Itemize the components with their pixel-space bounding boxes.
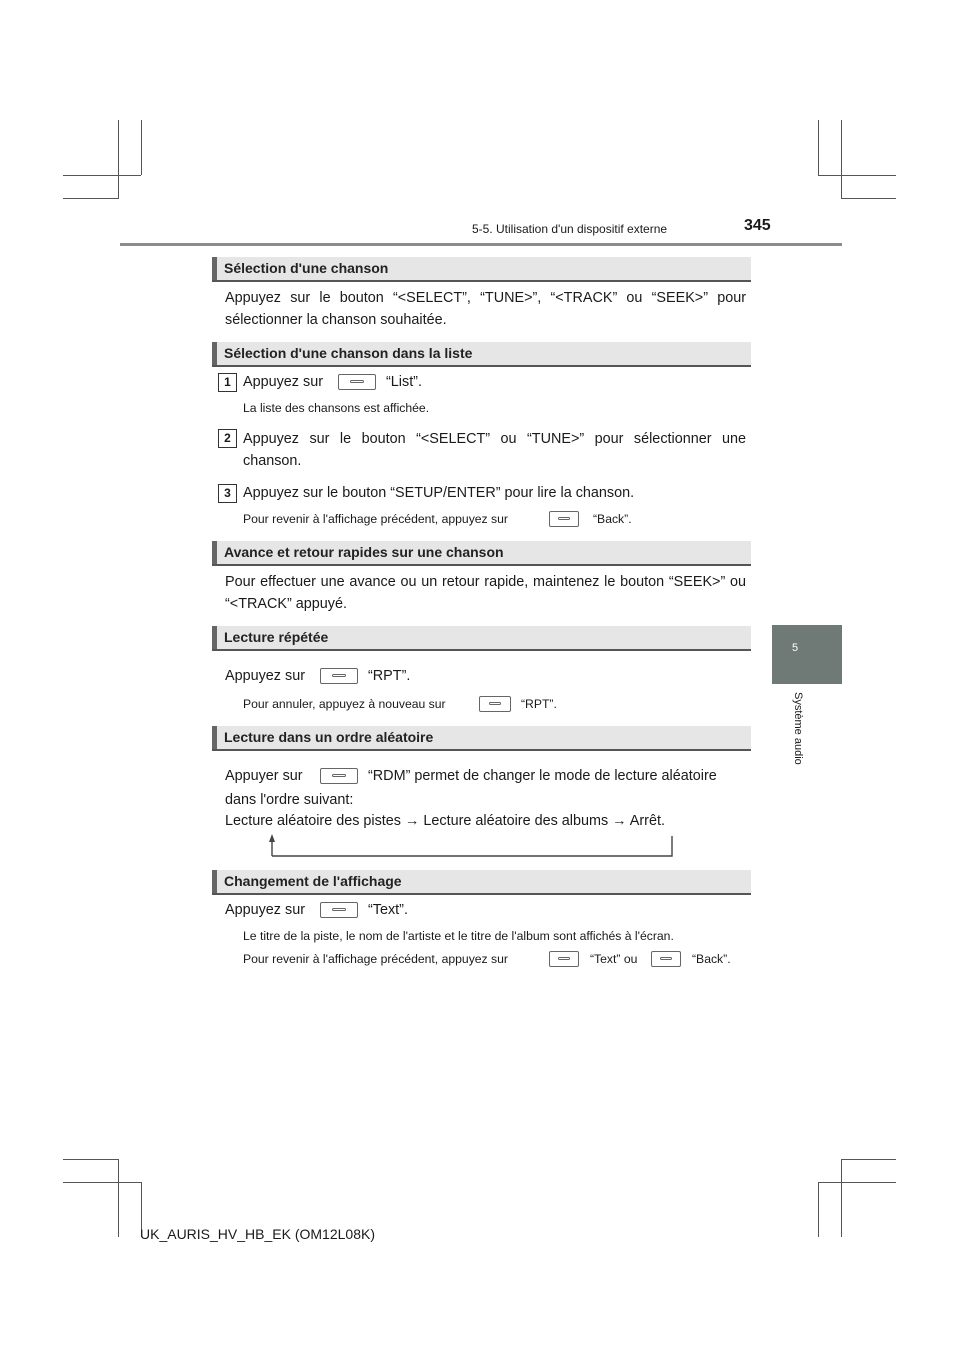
crop-mark [118,1159,119,1237]
step-text: Appuyez sur le bouton “SETUP/ENTER” pour lire la chanson. [243,485,635,501]
section-text-after: “RPT”. [368,668,411,684]
step-note-after: “Back”. [593,512,632,526]
crop-mark [841,1159,842,1237]
step-number: 3 [218,484,237,503]
loop-arrow-icon [266,834,676,860]
step-text-after: “List”. [386,374,422,390]
crop-mark [818,175,896,176]
screen-button-icon [320,668,358,684]
crop-mark [63,1159,119,1160]
step-note-before: Pour revenir à l'affichage précédent, appuyez sur [243,512,508,526]
chapter-tab [772,625,842,684]
section-text-before: Appuyez sur [225,668,305,684]
section-text-line2: dans l'ordre suivant: [225,792,354,808]
screen-button-icon [549,951,579,967]
crop-mark [141,120,142,175]
section-heading [212,541,751,566]
section-body: Pour effectuer une avance ou un retour rapide, maintenez le bouton “SEEK>” ou “<TRACK” appuyé. [225,574,746,612]
section-text-after: “Text”. [368,902,408,918]
section-note-after: “RPT”. [521,697,557,711]
page-number: 345 [744,217,771,234]
screen-button-icon [549,511,579,527]
section-note-before: Pour revenir à l'affichage précédent, appuyez sur [243,952,508,966]
section-heading [212,870,751,895]
section-heading [212,626,751,651]
section-title: Lecture dans un ordre aléatoire [224,729,434,745]
screen-button-icon [320,902,358,918]
section-text-line3: Lecture aléatoire des pistes → Lecture aléatoire des albums → Arrêt. [225,813,665,829]
crop-mark [118,120,119,198]
section-text-before: Appuyer sur [225,768,303,784]
crop-mark [841,198,896,199]
screen-button-icon [651,951,681,967]
section-title: Avance et retour rapides sur une chanson [224,544,504,560]
footer-document-code: UK_AURIS_HV_HB_EK (OM12L08K) [140,1226,375,1242]
crop-mark [818,1182,896,1183]
crop-mark [841,1159,896,1160]
section-title: Sélection d'une chanson [224,260,389,276]
section-note-mid: “Text” ou [590,952,638,966]
section-title: Lecture répétée [224,629,329,645]
screen-button-icon [320,768,358,784]
section-text-before: Appuyez sur [225,902,305,918]
section-note-before: Pour annuler, appuyez à nouveau sur [243,697,446,711]
crop-mark [63,198,119,199]
crop-mark [841,120,842,198]
step-note: La liste des chansons est affichée. [243,401,430,415]
step-text: Appuyez sur le bouton “<SELECT” ou “TUNE>” pour sélectionner une chanson. [243,431,746,469]
step-text-before: Appuyez sur [243,374,323,390]
section-title: Changement de l'affichage [224,873,402,889]
crop-mark [818,1182,819,1237]
crop-mark [818,120,819,175]
crop-mark [63,1182,141,1183]
step-number: 1 [218,373,237,392]
section-title: Sélection d'une chanson dans la liste [224,345,473,361]
header-section-title: 5-5. Utilisation d'un dispositif externe [472,222,668,236]
step-number: 2 [218,429,237,448]
crop-mark [63,175,141,176]
section-heading [212,257,751,282]
section-heading [212,342,751,367]
section-text-after: “RDM” permet de changer le mode de lecture aléatoire [368,768,717,784]
section-body: Appuyez sur le bouton “<SELECT”, “TUNE>”, “<TRACK” ou “SEEK>” pour sélectionner la chanson souhaitée. [225,290,746,328]
chapter-tab-label: Système audio [792,692,804,765]
section-note-after: “Back”. [692,952,731,966]
header-rule [120,243,842,246]
section-note: Le titre de la piste, le nom de l'artiste et le titre de l'album sont affichés à l'écran. [243,929,674,943]
section-heading [212,726,751,751]
chapter-tab-number: 5 [791,642,799,654]
screen-button-icon [338,374,376,390]
screen-button-icon [479,696,511,712]
